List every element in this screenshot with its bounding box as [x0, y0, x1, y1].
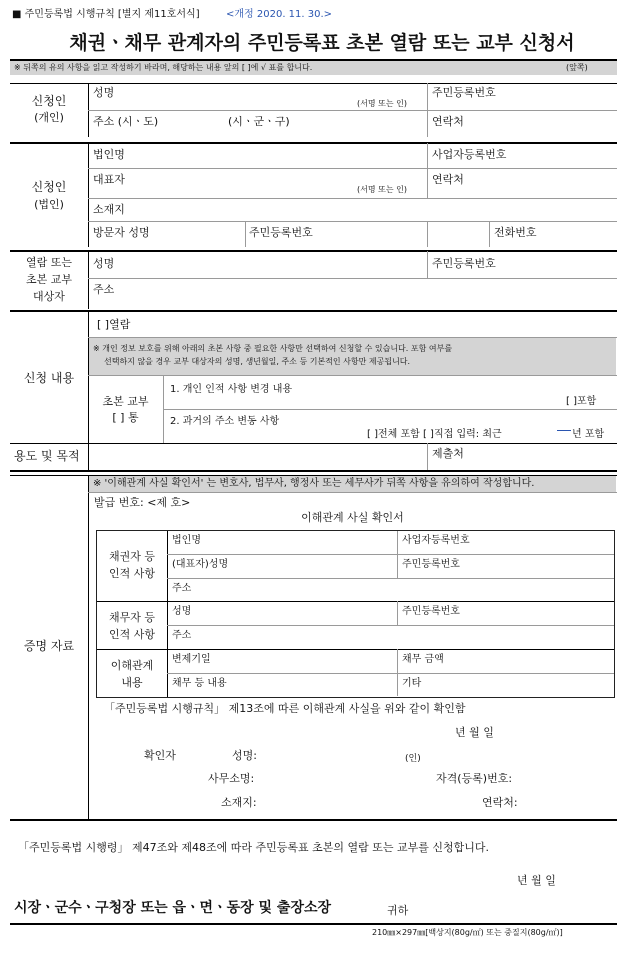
debt-amount-field[interactable]: 채무 금액 — [402, 654, 444, 665]
privacy-notice: ※ 개인 정보 보호를 위해 아래의 초본 사항 중 필요한 사항만 선택하여 신청할 수 있습니다. 포함 여부를 — [93, 344, 453, 353]
issue-copy-label: 초본 교부 — [102, 395, 149, 408]
debtor-label: 채무자 등 — [108, 611, 155, 624]
target-name-field[interactable]: 성명 — [93, 257, 115, 270]
applicant-name-field[interactable]: 성명 — [93, 86, 115, 99]
personal-change-checkbox[interactable]: [ ]포함 — [566, 396, 597, 407]
confirm-statement: 「주민등록법 시행규칙」 제13조에 따른 이해관계 사실을 위와 같이 확인함 — [104, 702, 466, 715]
target-label-3: 대상자 — [33, 290, 65, 303]
application-date[interactable]: 년 월 일 — [517, 874, 556, 887]
other-field[interactable]: 기타 — [402, 678, 422, 689]
revision-date: <개정 2020. 11. 30.> — [226, 9, 333, 20]
personal-change-item: 1. 개인 인적 사항 변경 내용 — [170, 384, 293, 395]
creditor-name-field[interactable]: (대표자)성명 — [172, 559, 229, 570]
debtor-label-2: 인적 사항 — [108, 628, 155, 641]
address-history-item: 2. 과거의 주소 변동 사항 — [170, 416, 280, 427]
confirmer-label: 확인자 — [144, 749, 176, 762]
target-rrn-field[interactable]: 주민등록번호 — [432, 257, 496, 270]
confirm-date[interactable]: 년 월 일 — [455, 726, 494, 739]
recipient-suffix: 귀하 — [387, 904, 409, 917]
application-statement: 「주민등록법 시행령」 제47조와 제48조에 따라 주민등록표 초본의 열람 또는 교부를 신청합니다. — [18, 841, 489, 854]
office-name-field[interactable]: 사무소명: — [208, 772, 255, 785]
creditor-biz-field[interactable]: 사업자등록번호 — [402, 535, 470, 546]
representative-field[interactable]: 대표자 — [93, 173, 125, 186]
debt-content-field[interactable]: 채무 등 내용 — [172, 678, 227, 689]
target-label-2: 초본 교부 — [25, 273, 72, 286]
corp-contact-field[interactable]: 연락처 — [432, 173, 464, 186]
individual-label: 신청인 — [31, 94, 67, 108]
qualification-field[interactable]: 자격(등록)번호: — [436, 772, 513, 785]
view-checkbox[interactable]: [ ]열람 — [97, 318, 131, 331]
privacy-notice-2: 선택하지 않을 경우 교부 대상자의 성명, 생년월일, 주소 등 기본적인 사항만 제공됩니다. — [104, 357, 411, 366]
recipient: 시장ㆍ군수ㆍ구청장 또는 읍ㆍ면ㆍ동장 및 출장소장 — [14, 900, 332, 916]
visitor-name-field[interactable]: 방문자 성명 — [93, 226, 150, 239]
confirmer-seal: (인) — [405, 754, 421, 764]
copy-count-field[interactable]: [ ] 통 — [112, 411, 139, 424]
corporate-label: 신청인 — [31, 180, 67, 194]
corporate-sublabel: (법인) — [34, 198, 64, 211]
certificate-title: 이해관계 사실 확인서 — [301, 511, 404, 524]
creditor-rrn-field[interactable]: 주민등록번호 — [402, 559, 460, 570]
sign-hint: (서명 또는 인) — [357, 99, 407, 108]
due-date-field[interactable]: 변제기일 — [172, 654, 211, 665]
applicant-address-field[interactable]: 주소 (시ㆍ도) — [93, 115, 159, 128]
creditor-address-field[interactable]: 주소 — [172, 583, 192, 594]
address-history-options[interactable]: [ ]전체 포함 [ ]직접 입력: 최근 — [367, 429, 502, 440]
interest-label: 이해관계 — [110, 659, 154, 672]
applicant-address-city: (시ㆍ군ㆍ구) — [228, 115, 290, 128]
target-label: 열람 또는 — [25, 256, 72, 269]
years-input[interactable] — [557, 430, 571, 431]
confirmer-contact-field[interactable]: 연락처: — [482, 796, 518, 809]
issue-number-field[interactable]: 발급 번호: <제 호> — [94, 496, 191, 509]
creditor-corp-field[interactable]: 법인명 — [172, 535, 201, 546]
request-label: 신청 내용 — [23, 371, 75, 385]
instruction-notice: ※ 뒤쪽의 유의 사항을 읽고 작성하기 바라며, 해당하는 내용 앞의 [ ]에 √ 표를 합니다. — [14, 63, 313, 72]
creditor-label-2: 인적 사항 — [108, 567, 155, 580]
biz-no-field[interactable]: 사업자등록번호 — [432, 148, 507, 161]
office-location-field[interactable]: 소재지: — [221, 796, 257, 809]
target-address-field[interactable]: 주소 — [93, 283, 115, 296]
corp-sign-hint: (서명 또는 인) — [357, 185, 407, 194]
proof-notice: ※ '이해관계 사실 확인서' 는 변호사, 법무사, 행정사 또는 세무사가 뒤쪽 사항을 유의하여 작성합니다. — [93, 478, 535, 489]
years-suffix: 년 포함 — [572, 429, 605, 440]
applicant-contact-field[interactable]: 연락처 — [432, 115, 464, 128]
form-law-reference: ■ 주민등록법 시행규칙 [별지 제11호서식] — [12, 9, 200, 20]
corp-location-field[interactable]: 소재지 — [93, 203, 125, 216]
page-title: 채권ㆍ채무 관계자의 주민등록표 초본 열람 또는 교부 신청서 — [69, 32, 575, 54]
applicant-rrn-field[interactable]: 주민등록번호 — [432, 86, 496, 99]
visitor-rrn-field[interactable]: 주민등록번호 — [249, 226, 313, 239]
corp-name-field[interactable]: 법인명 — [93, 148, 125, 161]
purpose-label: 용도 및 목적 — [14, 449, 80, 463]
submit-to-field[interactable]: 제출처 — [432, 447, 464, 460]
visitor-phone-field[interactable]: 전화번호 — [494, 226, 537, 239]
interest-label-2: 내용 — [121, 676, 143, 689]
page-side: (앞쪽) — [566, 63, 588, 72]
proof-label: 증명 자료 — [23, 639, 75, 653]
paper-spec: 210㎜×297㎜[백상지(80g/㎡) 또는 중질지(80g/㎡)] — [372, 928, 563, 937]
confirmer-name-field[interactable]: 성명: — [232, 749, 257, 762]
debtor-name-field[interactable]: 성명 — [172, 606, 192, 617]
creditor-label: 채권자 등 — [108, 550, 155, 563]
debtor-address-field[interactable]: 주소 — [172, 630, 192, 641]
debtor-rrn-field[interactable]: 주민등록번호 — [402, 606, 460, 617]
individual-sublabel: (개인) — [34, 111, 64, 124]
